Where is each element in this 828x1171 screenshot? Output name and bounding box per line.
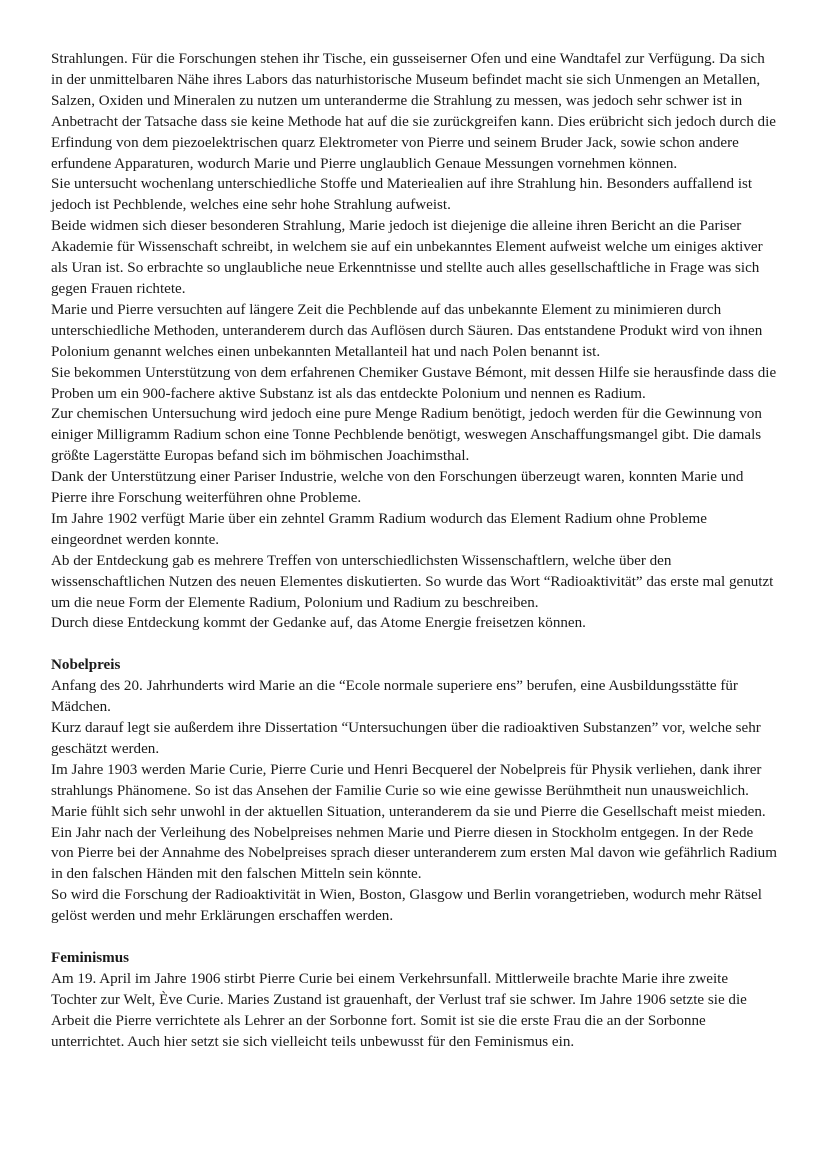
paragraph: Am 19. April im Jahre 1906 stirbt Pierre Curie bei einem Verkehrsunfall. Mittlerweile brachte Marie ihre zweite Tochter zur Welt, Ève Curie. Maries Zustand ist grauenhaft, der Verlust traf sie schwer. Im Jahre 1906 setzte sie die Arbeit die Pierre verrichtete als Lehrer an der Sorbonne fort. Somit ist sie die erste Frau die an der Sorbonne unterrichtet. Auch hier setzt sie sich vielleicht teils unbewusst für den Feminismus ein. [51,970,747,1050]
section-heading-nobelpreis: Nobelpreis [51,657,121,674]
paragraph: Kurz darauf legt sie außerdem ihre Dissertation “Untersuchungen über die radioaktiven Substanzen” vor, welche sehr geschätzt werden. [51,719,761,757]
paragraph: Durch diese Entdeckung kommt der Gedanke auf, das Atome Energie freisetzen können. [51,615,586,632]
paragraph: Anfang des 20. Jahrhunderts wird Marie an die “Ecole normale superiere ens” berufen, eine Ausbildungsstätte für Mädchen. [51,678,738,716]
paragraph: Sie untersucht wochenlang unterschiedliche Stoffe und Materiealien auf ihre Strahlung hin. Besonders auffallend ist jedoch ist Pechblende, welches eine sehr hohe Strahlung aufweist. [51,176,753,214]
paragraph: So wird die Forschung der Radioaktivität in Wien, Boston, Glasgow und Berlin vorangetrieben, wodurch mehr Rätsel gelöst werden und mehr Erklärungen erschaffen werden. [51,887,762,925]
intro-section [51,49,777,634]
document-page [51,49,777,1052]
paragraph: Beide widmen sich dieser besonderen Strahlung, Marie jedoch ist diejenige die alleine ihren Bericht an die Pariser Akademie für Wissenschaft schreibt, in welchem sie auf ein unbekanntes Element aufweist welche um einiges aktiver als Uran ist. So erbrachte so unglaubliche neue Erkenntnisse und stellte auch alles gesellschaftliche in Frage was sich gegen Frauen richtete. [51,218,763,297]
paragraph: Zur chemischen Untersuchung wird jedoch eine pure Menge Radium benötigt, jedoch werden für die Gewinnung von einiger Milligramm Radium schon eine Tonne Pechblende benötigt, weswegen Anschaffungsmangel gibt. Die damals größte Lagerstätte Europas befand sich im böhmischen Joachimsthal. [51,406,762,465]
feminismus-section [51,948,777,1053]
paragraph: Im Jahre 1902 verfügt Marie über ein zehntel Gramm Radium wodurch das Element Radium ohne Probleme eingeordnet werden konnte. [51,510,707,548]
paragraph: Im Jahre 1903 werden Marie Curie, Pierre Curie und Henri Becquerel der Nobelpreis für Physik verliehen, dank ihrer strahlungs Phänomene. So ist das Ansehen der Familie Curie so wie eine gewisse Berühmtheit nun unausweichlich. Marie fühlt sich sehr unwohl in der aktuellen Situation, unteranderem da sie und Pierre die Gesellschaft meist mieden. Ein Jahr nach der Verleihung des Nobelpreises nehmen Marie und Pierre diesen in Stockholm entgegen. In der Rede von Pierre bei der Annahme des Nobelpreises sprach dieser unteranderem zum ersten Mal davon wie gefährlich Radium in den falschen Händen mit den falschen Mitteln sein könnte. [51,761,777,883]
paragraph: Ab der Entdeckung gab es mehrere Treffen von unterschiedlichsten Wissenschaftlern, welche über den wissenschaftlichen Nutzen des neuen Elementes diskutierten. So wurde das Wort “Radioaktivität” das erste mal genutzt um die neue Form der Elemente Radium, Polonium und Radium zu beschreiben. [51,552,774,611]
paragraph: Marie und Pierre versuchten auf längere Zeit die Pechblende auf das unbekannte Element zu minimieren durch unterschiedliche Methoden, unteranderem durch das Auflösen durch Säuren. Das entstandene Produkt wird von ihnen Polonium genannt welches einen unbekannten Metallanteil hat und nach Polen benannt ist. [51,301,763,360]
paragraph: Dank der Unterstützung einer Pariser Industrie, welche von den Forschungen überzeugt waren, konnten Marie und Pierre ihre Forschung weiterführen ohne Probleme. [51,469,744,507]
paragraph: Sie bekommen Unterstützung von dem erfahrenen Chemiker Gustave Bémont, mit dessen Hilfe sie herausfinde dass die Proben um ein 900-fachere aktive Substanz ist als das entdeckte Polonium und nennen es Radium. [51,364,777,402]
nobelpreis-section [51,655,777,927]
section-heading-feminismus: Feminismus [51,949,129,966]
paragraph: Strahlungen. Für die Forschungen stehen ihr Tische, ein gusseiserner Ofen und eine Wandtafel zur Verfügung. Da sich in der unmittelbaren Nähe ihres Labors das naturhistorische Museum befindet macht sie sich Unmengen an Metallen, Salzen, Oxiden und Mineralen zu nutzen um unteranderme die Strahlung zu messen, was jedoch sehr schwer ist in Anbetracht der Tatsache dass sie keine Methode hat auf die sie zurückgreifen kann. Dies erübricht sich jedoch durch die Erfindung von dem piezoelektrischen quarz Elektrometer von Pierre und seinem Bruder Jack, sowie schon andere erfundene Apparaturen, wodurch Marie und Pierre unglaublich Genaue Messungen vornehmen können. [51,51,776,172]
